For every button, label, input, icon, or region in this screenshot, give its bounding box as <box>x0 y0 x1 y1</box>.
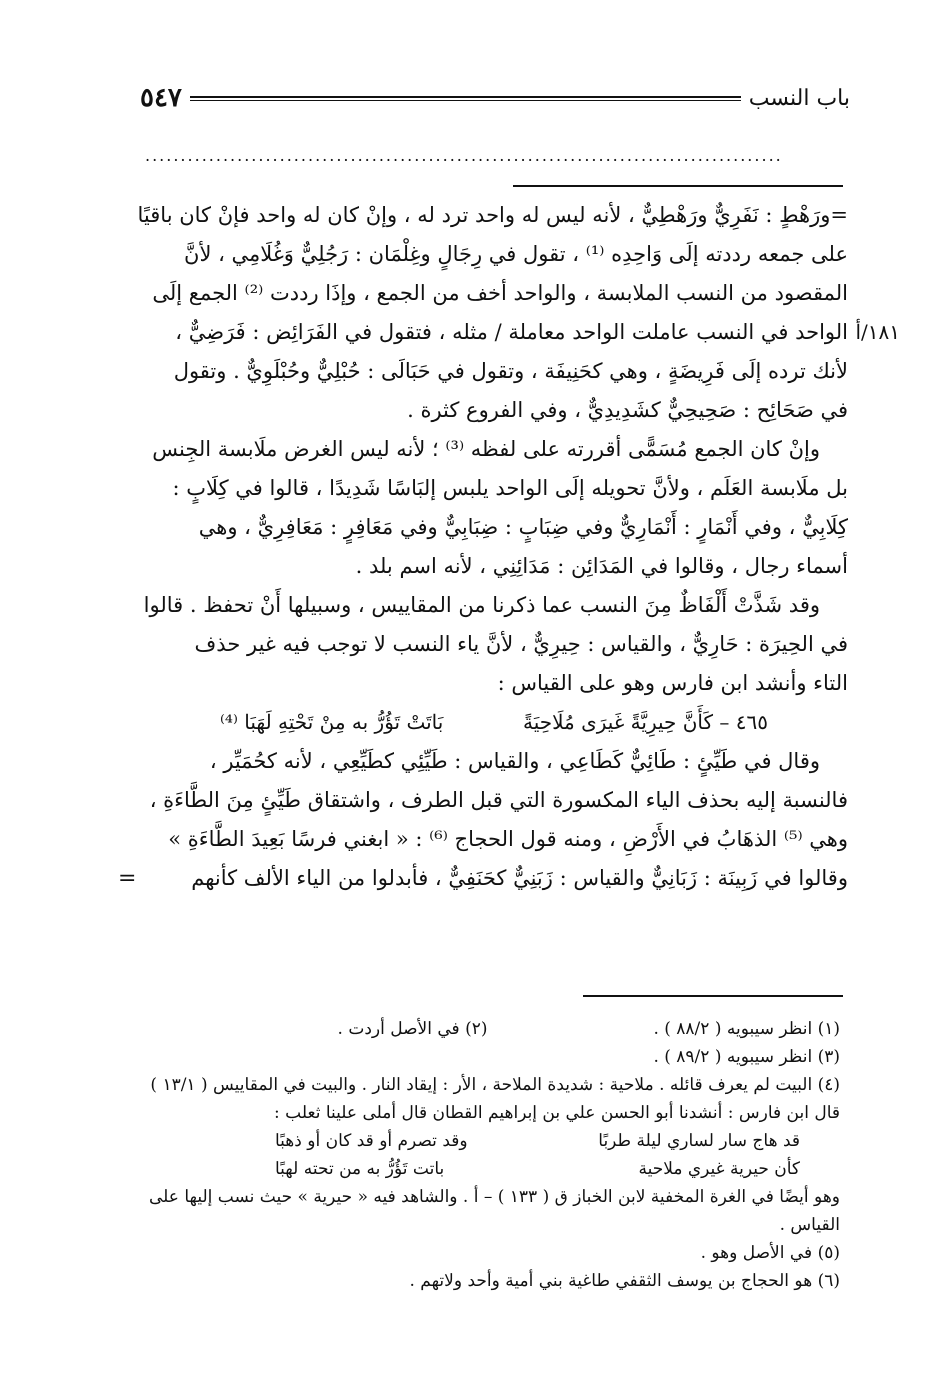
text-line: على جمعه رددته إلَى وَاحِدِه ⁽¹⁾ ، تقول في رِجَالٍ وغِلْمَان : رَجُلِيٌّ وَغُلَامِي ، لأنَّ <box>184 242 848 266</box>
header-rule <box>190 96 741 101</box>
text-line: =ورَهْطٍ : نَفَرِيٌّ ورَهْطِيٌّ ، لأنه ليس له واحد ترد له ، وإنْ كان له واحد فإنْ كان باقيًا <box>137 203 848 227</box>
footnote-1: (١) انظر سيبويه ( ٨٨/٢ ) . <box>653 1019 840 1039</box>
manuscript-page-ref: ١٨١/أ <box>855 320 900 344</box>
verse-number: ٤٦٥ – <box>719 710 768 734</box>
footnote-verse-1a: قد هاج سار لساري ليلة طربًا <box>598 1131 800 1151</box>
footnote-3: (٣) انظر سيبويه ( ٨٩/٢ ) . <box>653 1047 840 1067</box>
dotted-separator: .......................................................................................... <box>145 146 783 165</box>
chapter-title: باب النسب <box>748 85 850 111</box>
text-line: أسماء رجال ، وقالوا في المَدَائِن : مَدَائِنِي ، لأنه اسم بلد . <box>355 554 848 578</box>
footnote-4-cont: قال ابن فارس : أنشدنا أبو الحسن علي بن إبراهيم القطان قال أملى علينا ثعلب : <box>274 1103 840 1123</box>
footnote-5: (٥) في الأصل وهو . <box>700 1243 840 1263</box>
text-line <box>130 313 900 352</box>
footnote-verse-2a: كأن حيرية غيري ملاحية <box>638 1159 800 1179</box>
text-line: المقصود من النسب الملابسة ، والواحد أخف من الجمع ، وإذَا رددت ⁽²⁾ الجمع إلَى <box>152 281 848 305</box>
footnote-4-end: وهو أيضًا في الغرة المخفية لابن الخباز ق ( ١٣٣ ) – أ . والشاهد فيه « حيرية » حيث نسب إليها على القياس . <box>148 1187 840 1235</box>
footnote-verse-2b: باتت تَؤُرُّ به من تحته لهبًا <box>275 1159 445 1179</box>
verse-first-half-wrap <box>523 703 768 742</box>
text-line <box>118 859 848 898</box>
footnote-verse-2 <box>135 1155 840 1183</box>
footnote-verse-1b: وقد تصرم أو قد كان أو ذهبًا <box>275 1131 468 1151</box>
text-line: وقال في طَيِّئٍ : طَائِيٌّ كَطَاعِي ، والقياس : طَيِّئِي كطَيِّعِي ، لأنه كحُمَيِّر ، <box>209 749 820 773</box>
text-line: التاء وأنشد ابن فارس وهو على القياس : <box>497 671 848 695</box>
text-line: وهي ⁽⁵⁾ الذهَابُ في الأَرْضِ ، ومنه قول الحجاج ⁽⁶⁾ : « ابغني فرسًا بَعِيدَ الطَّاءَةِ » <box>168 827 848 851</box>
text-line: فالنسبة إليه بحذف الياء المكسورة التي قبل الطرف ، واشتقاق طَيِّئٍ مِنَ الطَّاءَةِ ، <box>149 788 848 812</box>
footnote-verse-1 <box>135 1127 840 1155</box>
footnote-4: (٤) البيت لم يعرف قائله . ملاحية : شديدة الملاحة ، الأر : إيقاد النار . والبيت في المقاييس ( ١٣/١ ) <box>150 1075 840 1095</box>
text-line: لأنك ترده إلَى فَرِيضَةٍ ، وهي كحَنِيفَة ، وتقول في حَبَالَى : حُبْلِيٌّ وحُبْلَوِيٌّ . وتقول <box>173 359 848 383</box>
text-line-content: الواحد في النسب عاملت الواحد معاملة / مثله ، فتقول في الفَرَائِض : فَرَضِيٌّ ، <box>175 320 848 344</box>
page-number: ٥٤٧ <box>140 83 182 113</box>
footnote-rule <box>583 995 843 997</box>
poem-verse <box>130 703 848 742</box>
footnote-6: (٦) هو الحجاج بن يوسف الثقفي طاغية بني أمية وأحد ولاتهم . <box>409 1271 840 1291</box>
text-line: كِلَابِيٌّ ، وفي أَنْمَارٍ : أَنْمَارِيٌّ وفي ضِبَابٍ : ضِبَابِيٌّ وفي مَعَافِرٍ : مَعَافِرِيٌّ ، وهي <box>198 515 848 539</box>
text-line-content: وقالوا في زَبِينَة : زَبَانِيٌّ والقياس : زَبَنِيٌّ كحَنَفِيٌّ ، فأبدلوا من الياء الألف كأنهم <box>191 866 848 890</box>
continuation-mark: = <box>118 866 137 891</box>
text-line: بل ملَابسة العَلَم ، ولأنَّ تحويله إلَى الواحد يلبس إلبَاسًا شَدِيدًا ، قالوا في كِلَابٍ : <box>172 476 848 500</box>
text-line: في الحِيرَة : حَارِيٌّ ، والقياس : حِيرِيٌّ ، لأنَّ ياء النسب لا توجب فيه غير حذف <box>194 632 848 656</box>
text-line: وإنْ كان الجمع مُسَمًّى أقررته على لفظه ⁽³⁾ ؛ لأنه ليس الغرض ملَابسة الجِنس <box>152 437 820 461</box>
continuation-rule <box>513 185 843 187</box>
footnotes <box>135 1015 840 1295</box>
text-line: وقد شَذَّتْ أَلْفَاظٌ مِنَ النسب عما ذكرنا من المقاييس ، وسبيلها أَنْ تحفظ . قالوا <box>143 593 820 617</box>
verse-second-half: بَاتَتْ تَؤُرُّ به مِنْ تَحْتِهِ لَهَبَا ⁽⁴⁾ <box>220 710 444 734</box>
footnote-2: (٢) في الأصل أردت . <box>337 1019 488 1039</box>
main-text <box>118 196 900 898</box>
footnote-row <box>135 1015 840 1043</box>
page-header <box>140 78 850 118</box>
verse-first-half: كَأَنَّ حِيرِيَّةً غَيرَى مُلَاحِيَةً <box>522 710 714 734</box>
text-line: في صَحَائِح : صَحِيحِيٌّ كشَدِيدِيٌّ ، وفي الفروع كثرة . <box>407 398 848 422</box>
